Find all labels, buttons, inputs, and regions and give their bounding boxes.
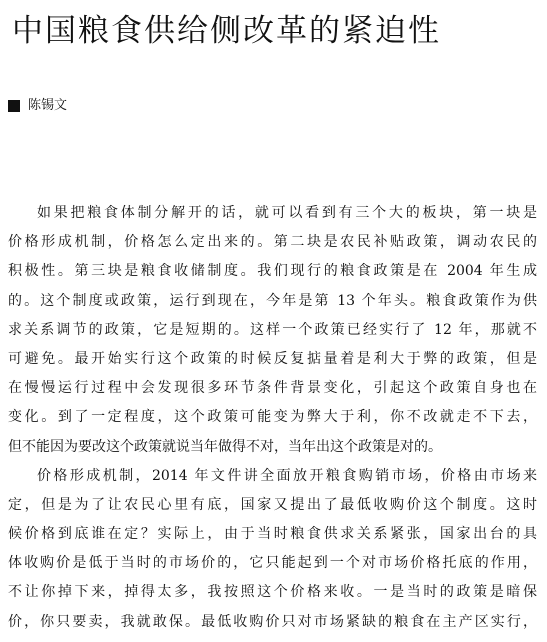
body-line: 的。这个制度或政策，运行到现在，今年是第 13 个年头。粮食政策作为供	[8, 292, 537, 309]
article-title: 中国粮食供给侧改革的紧迫性	[12, 13, 441, 49]
body-line: 价格形成机制，2014 年文件讲全面放开粮食购销市场，价格由市场来	[37, 467, 537, 484]
article-body	[8, 199, 537, 637]
body-line: 定，但是为了让农民心里有底，国家又提出了最低收购价这个制度。这时	[8, 496, 537, 513]
body-line: 不让你掉下来，掉得太多，我按照这个价格来收。一是当时的政策是暗保	[8, 584, 537, 601]
body-line: 价格形成机制，价格怎么定出来的。第二块是农民补贴政策，调动农民的	[8, 234, 537, 251]
body-line: 在慢慢运行过程中会发现很多环节条件背景变化，引起这个政策自身也在	[8, 380, 537, 397]
body-line: 求关系调节的政策，它是短期的。这样一个政策已经实行了 12 年，那就不	[8, 321, 537, 338]
body-line: 候价格到底谁在定？实际上，由于当时粮食供求关系紧张，国家出台的具	[8, 526, 537, 543]
body-line: 价，你只要卖，我就敢保。最低收购价只对市场紧缺的粮食在主产区实行，	[8, 613, 537, 630]
body-line: 变化。到了一定程度，这个政策可能变为弊大于利，你不改就走不下去，	[8, 409, 537, 426]
body-line: 如果把粮食体制分解开的话，就可以看到有三个大的板块，第一块是	[37, 205, 537, 221]
body-line: 可避免。最开始实行这个政策的时候反复掂量着是利大于弊的政策，但是	[8, 350, 537, 367]
body-line: 体收购价是低于当时的市场价的，它只能起到一个对市场价格托底的作用，	[8, 555, 537, 572]
author-name: 陈锡文	[28, 98, 68, 113]
author-byline	[8, 97, 67, 115]
black-square-icon	[8, 100, 20, 112]
body-line: 积极性。第三块是粮食收储制度。我们现行的粮食政策是在 2004 年生成	[8, 263, 537, 280]
body-line: 但不能因为要改这个政策就说当年做得不对，当年出这个政策是对的。	[8, 438, 442, 455]
